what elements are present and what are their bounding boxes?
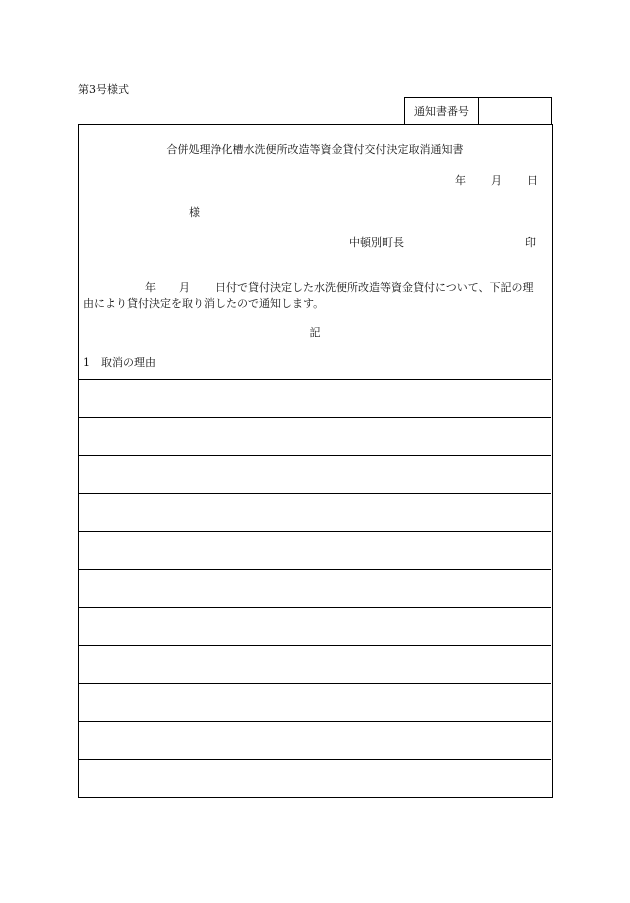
date-month: 月 [491,174,502,187]
notice-number-box [404,97,552,125]
date-year: 年 [455,174,466,187]
reason-rule-line [79,493,551,494]
issuer-name: 中頓別町長 [349,236,404,249]
notice-number-field[interactable] [480,98,552,125]
form-number: 第3号様式 [78,83,129,96]
reason-rule-line [79,721,551,722]
reason-rule-line [79,607,551,608]
reason-heading: 1 取消の理由 [83,356,156,369]
reason-rule-line [79,569,551,570]
body-month: 月 [179,281,190,294]
body-text-line-2: 由により貸付決定を取り消したので通知します。 [83,297,325,310]
reason-rule-line [79,683,551,684]
ki-marker: 記 [309,326,321,339]
body-year: 年 [145,281,156,294]
body-text-rest: 日付で貸付決定した水洗便所改造等資金貸付について、下記の理 [215,281,534,294]
reason-rule-line [79,531,551,532]
seal-mark: 印 [525,236,536,249]
reason-rule-line [79,455,551,456]
reason-rule-line [79,379,551,380]
date-day: 日 [527,174,538,187]
reason-rule-line [79,759,551,760]
document-title: 合併処理浄化槽水洗便所改造等資金貸付交付決定取消通知書 [166,143,464,156]
addressee-honorific: 様 [189,206,200,219]
reason-rule-line [79,417,551,418]
notice-number-label: 通知書番号 [405,98,479,125]
reason-rule-line [79,645,551,646]
notice-form-frame [78,124,553,798]
